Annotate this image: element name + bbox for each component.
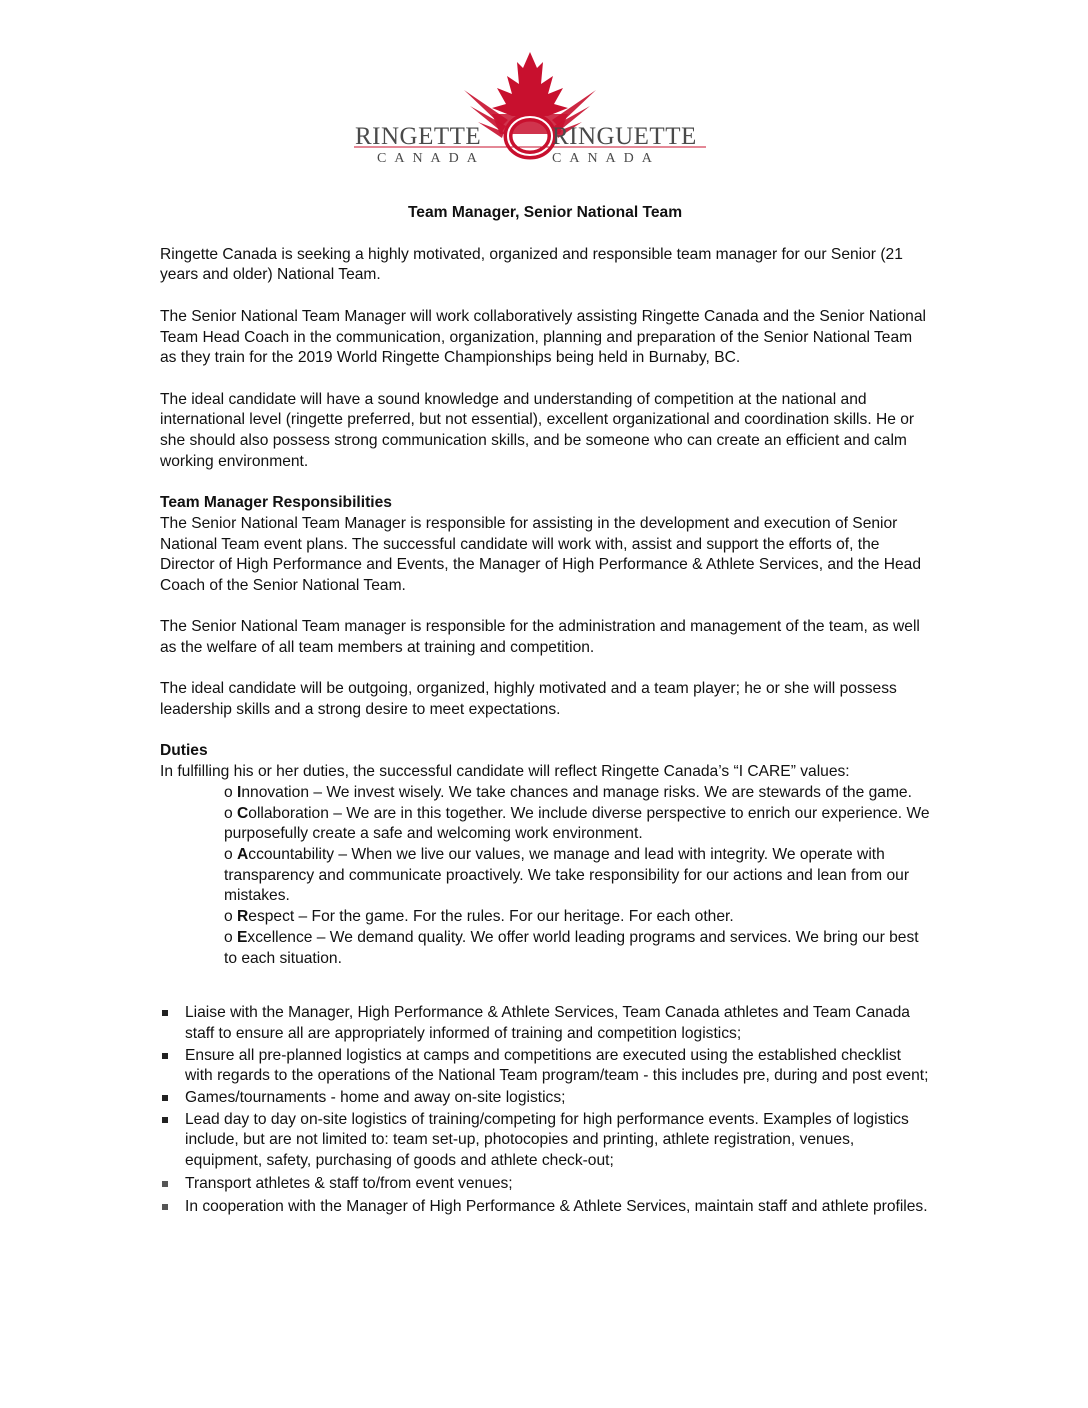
square-bullet-icon <box>162 1181 168 1187</box>
ringette-canada-logo <box>352 48 708 166</box>
square-bullet-icon <box>162 1117 168 1123</box>
values-list <box>224 783 930 969</box>
value-item-collaboration: o Collaboration – We are in this together. We include diverse perspective to enrich our experience. We purposefully create a safe and welcoming work environment. <box>224 804 930 843</box>
list-item: In cooperation with the Manager of High Performance & Athlete Services, maintain staff and athlete profiles. <box>160 1197 930 1218</box>
intro-paragraph-2: The Senior National Team Manager will work collaboratively assisting Ringette Canada and the Senior National Team Head Coach in the communication, organization, planning and preparation of the Senior National Team as they train for the 2019 World Ringette Championships being held in Burnaby, BC. <box>160 307 926 367</box>
square-bullet-icon <box>162 1053 168 1059</box>
value-item-accountability: o Accountability – When we live our values, we manage and lead with integrity. We operate with transparency and communicate proactively. We take responsibility for our actions and lean from our mistakes. <box>224 846 910 905</box>
list-item: Transport athletes & staff to/from event venues; <box>160 1174 930 1195</box>
responsibilities-heading: Team Manager Responsibilities <box>160 494 392 512</box>
document-body <box>160 203 930 1218</box>
responsibilities-paragraph-3: The ideal candidate will be outgoing, organized, highly motivated and a team player; he or she will possess leadership skills and a strong desire to meet expectations. <box>160 680 897 719</box>
square-bullet-icon <box>162 1204 168 1210</box>
responsibilities-paragraph-2: The Senior National Team manager is responsible for the administration and management of the team, as well as the welfare of all team members at training and competition. <box>160 618 920 656</box>
logo-left-word: RINGETTE <box>355 123 482 150</box>
logo-right-word: RINGUETTE <box>552 123 697 150</box>
list-item: Lead day to day on-site logistics of training/competing for high performance events. Examples of logistics include, but are not limited to: team set-up, photocopies and printing, athlete registration, venues, equipment, safety, purchasing of goods and athlete check-out; <box>160 1110 930 1172</box>
square-bullet-icon <box>162 1095 168 1101</box>
duties-bullet-list <box>160 1003 930 1217</box>
responsibilities-paragraph-1: The Senior National Team Manager is responsible for assisting in the development and execution of Senior National Team event plans. The successful candidate will work with, assist and support the efforts of, the Director of High Performance and Events, the Manager of High Performance & Athlete Services, and the Head Coach of the Senior National Team. <box>160 514 922 594</box>
list-item: Ensure all pre-planned logistics at camps and competitions are executed using the established checklist with regards to the operations of the National Team program/team - this includes pre, during and post event; <box>160 1046 930 1087</box>
value-item-innovation: o Innovation – We invest wisely. We take chances and manage risks. We are stewards of the game. <box>224 783 912 801</box>
square-bullet-icon <box>162 1010 168 1016</box>
intro-paragraph-3: The ideal candidate will have a sound knowledge and understanding of competition at the national and international level (ringette preferred, but not essential), excellent organizational and coordination skills. He or she should also possess strong communication skills, and be someone who can create an efficient and calm working environment. <box>160 390 915 470</box>
list-item: Liaise with the Manager, High Performance & Athlete Services, Team Canada athletes and Team Canada staff to ensure all are appropriately informed of training and competition logistics; <box>160 1003 930 1044</box>
list-item: Games/tournaments - home and away on-site logistics; <box>160 1088 930 1109</box>
logo-left-sub: CANADA <box>377 151 485 166</box>
value-item-excellence: o Excellence – We demand quality. We offer world leading programs and services. We bring our best to each situation. <box>224 928 919 967</box>
intro-paragraph-1: Ringette Canada is seeking a highly motivated, organized and responsible team manager for our Senior (21 years and older) National Team. <box>160 245 903 284</box>
logo-right-sub: CANADA <box>552 151 660 166</box>
duties-heading: Duties <box>160 742 208 760</box>
value-item-respect: o Respect – For the game. For the rules. For our heritage. For each other. <box>224 908 734 926</box>
duties-intro: In fulfilling his or her duties, the successful candidate will reflect Ringette Canada’s “I CARE” values: <box>160 763 850 781</box>
page-title: Team Manager, Senior National Team <box>407 204 683 221</box>
